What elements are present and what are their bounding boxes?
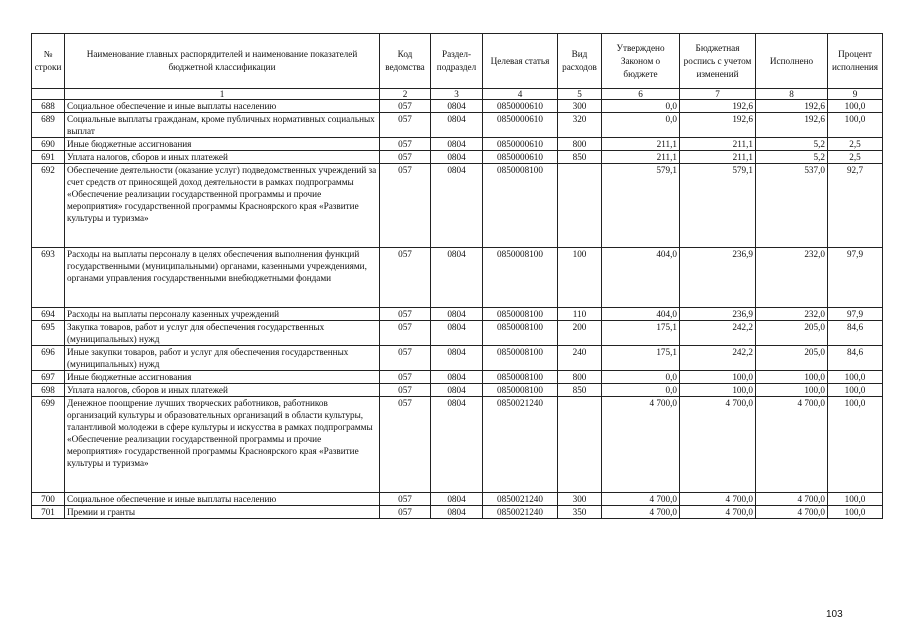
cell-row-number: 692	[32, 164, 65, 248]
cell-target-article: 0850021240	[483, 397, 558, 493]
cell-section: 0804	[431, 346, 483, 371]
column-number: 4	[483, 89, 558, 100]
cell-department-code: 057	[380, 493, 431, 506]
cell-executed: 205,0	[756, 321, 828, 346]
cell-row-number: 700	[32, 493, 65, 506]
cell-target-article: 0850008100	[483, 371, 558, 384]
cell-row-number: 698	[32, 384, 65, 397]
cell-approved: 0,0	[602, 113, 680, 138]
cell-name: Расходы на выплаты персоналу в целях обеспечения выполнения функций государственными (муниципальными) органами, казенными учреждениями, органами управления государственными внебюджетными фондами	[65, 248, 380, 308]
cell-expense-type: 240	[558, 346, 602, 371]
column-number: 9	[828, 89, 883, 100]
cell-section: 0804	[431, 371, 483, 384]
header-department-code: Код ведомства	[380, 34, 431, 89]
cell-section: 0804	[431, 397, 483, 493]
cell-executed: 4 700,0	[756, 506, 828, 519]
cell-department-code: 057	[380, 138, 431, 151]
cell-executed: 192,6	[756, 100, 828, 113]
cell-approved: 4 700,0	[602, 493, 680, 506]
cell-row-number: 699	[32, 397, 65, 493]
cell-row-number: 697	[32, 371, 65, 384]
column-number-row	[32, 89, 883, 100]
cell-budget-schedule: 192,6	[680, 113, 756, 138]
cell-department-code: 057	[380, 113, 431, 138]
cell-expense-type: 320	[558, 113, 602, 138]
cell-target-article: 0850008100	[483, 384, 558, 397]
cell-executed: 192,6	[756, 113, 828, 138]
cell-expense-type: 850	[558, 384, 602, 397]
header-section: Раздел-подраздел	[431, 34, 483, 89]
cell-percent: 97,9	[828, 308, 883, 321]
cell-percent: 2,5	[828, 138, 883, 151]
cell-percent: 100,0	[828, 371, 883, 384]
cell-name: Премии и гранты	[65, 506, 380, 519]
cell-percent: 100,0	[828, 100, 883, 113]
cell-percent: 100,0	[828, 493, 883, 506]
cell-approved: 211,1	[602, 151, 680, 164]
cell-approved: 4 700,0	[602, 506, 680, 519]
cell-budget-schedule: 211,1	[680, 151, 756, 164]
table-row	[32, 371, 883, 384]
cell-section: 0804	[431, 164, 483, 248]
cell-department-code: 057	[380, 506, 431, 519]
cell-name: Социальное обеспечение и иные выплаты населению	[65, 493, 380, 506]
header-percent: Процент исполнения	[828, 34, 883, 89]
cell-target-article: 0850021240	[483, 493, 558, 506]
cell-budget-schedule: 4 700,0	[680, 506, 756, 519]
cell-target-article: 0850000610	[483, 138, 558, 151]
cell-target-article: 0850000610	[483, 151, 558, 164]
cell-name: Расходы на выплаты персоналу казенных учреждений	[65, 308, 380, 321]
cell-expense-type	[558, 164, 602, 248]
cell-target-article: 0850008100	[483, 248, 558, 308]
cell-row-number: 693	[32, 248, 65, 308]
table-row	[32, 506, 883, 519]
cell-budget-schedule: 4 700,0	[680, 493, 756, 506]
cell-percent: 2,5	[828, 151, 883, 164]
cell-budget-schedule: 242,2	[680, 321, 756, 346]
cell-department-code: 057	[380, 384, 431, 397]
cell-department-code: 057	[380, 164, 431, 248]
cell-department-code: 057	[380, 346, 431, 371]
cell-budget-schedule: 100,0	[680, 371, 756, 384]
table-row	[32, 164, 883, 248]
cell-budget-schedule: 579,1	[680, 164, 756, 248]
cell-percent: 100,0	[828, 113, 883, 138]
column-number: 3	[431, 89, 483, 100]
cell-percent: 100,0	[828, 506, 883, 519]
table-row	[32, 248, 883, 308]
column-number: 5	[558, 89, 602, 100]
header-row-number: № строки	[32, 34, 65, 89]
cell-budget-schedule: 236,9	[680, 248, 756, 308]
cell-executed: 205,0	[756, 346, 828, 371]
table-row	[32, 151, 883, 164]
cell-name: Уплата налогов, сборов и иных платежей	[65, 151, 380, 164]
cell-section: 0804	[431, 138, 483, 151]
cell-approved: 0,0	[602, 371, 680, 384]
cell-approved: 404,0	[602, 248, 680, 308]
column-number: 8	[756, 89, 828, 100]
cell-expense-type: 100	[558, 248, 602, 308]
cell-name: Иные бюджетные ассигнования	[65, 371, 380, 384]
cell-name: Закупка товаров, работ и услуг для обеспечения государственных (муниципальных) нужд	[65, 321, 380, 346]
cell-target-article: 0850000610	[483, 100, 558, 113]
cell-approved: 0,0	[602, 100, 680, 113]
cell-target-article: 0850008100	[483, 321, 558, 346]
cell-section: 0804	[431, 151, 483, 164]
cell-row-number: 690	[32, 138, 65, 151]
column-number: 1	[65, 89, 380, 100]
cell-section: 0804	[431, 321, 483, 346]
cell-executed: 5,2	[756, 138, 828, 151]
cell-budget-schedule: 242,2	[680, 346, 756, 371]
cell-executed: 232,0	[756, 248, 828, 308]
cell-section: 0804	[431, 113, 483, 138]
cell-section: 0804	[431, 248, 483, 308]
cell-budget-schedule: 4 700,0	[680, 397, 756, 493]
cell-expense-type: 300	[558, 100, 602, 113]
cell-percent: 84,6	[828, 321, 883, 346]
cell-approved: 211,1	[602, 138, 680, 151]
table-row	[32, 346, 883, 371]
cell-department-code: 057	[380, 308, 431, 321]
column-number	[32, 89, 65, 100]
budget-execution-table	[31, 33, 883, 519]
cell-expense-type	[558, 397, 602, 493]
cell-expense-type: 350	[558, 506, 602, 519]
cell-target-article: 0850008100	[483, 346, 558, 371]
table-row	[32, 321, 883, 346]
table-row	[32, 138, 883, 151]
cell-approved: 175,1	[602, 346, 680, 371]
header-executed: Исполнено	[756, 34, 828, 89]
cell-name: Иные бюджетные ассигнования	[65, 138, 380, 151]
cell-budget-schedule: 211,1	[680, 138, 756, 151]
cell-approved: 404,0	[602, 308, 680, 321]
cell-percent: 97,9	[828, 248, 883, 308]
table-row	[32, 397, 883, 493]
cell-department-code: 057	[380, 371, 431, 384]
cell-name: Уплата налогов, сборов и иных платежей	[65, 384, 380, 397]
column-number: 2	[380, 89, 431, 100]
header-expense-type: Вид расходов	[558, 34, 602, 89]
table-row	[32, 384, 883, 397]
cell-name: Социальное обеспечение и иные выплаты населению	[65, 100, 380, 113]
cell-executed: 232,0	[756, 308, 828, 321]
table-row	[32, 113, 883, 138]
cell-executed: 537,0	[756, 164, 828, 248]
cell-section: 0804	[431, 506, 483, 519]
header-target-article: Целевая статья	[483, 34, 558, 89]
header-approved: Утверждено Законом о бюджете	[602, 34, 680, 89]
cell-target-article: 0850000610	[483, 113, 558, 138]
cell-target-article: 0850021240	[483, 506, 558, 519]
table-body	[32, 100, 883, 519]
cell-department-code: 057	[380, 397, 431, 493]
cell-executed: 4 700,0	[756, 397, 828, 493]
cell-department-code: 057	[380, 100, 431, 113]
cell-section: 0804	[431, 493, 483, 506]
cell-name: Иные закупки товаров, работ и услуг для обеспечения государственных (муниципальных) нужд	[65, 346, 380, 371]
column-number: 7	[680, 89, 756, 100]
cell-expense-type: 800	[558, 138, 602, 151]
cell-expense-type: 110	[558, 308, 602, 321]
cell-approved: 4 700,0	[602, 397, 680, 493]
cell-expense-type: 300	[558, 493, 602, 506]
column-number: 6	[602, 89, 680, 100]
cell-target-article: 0850008100	[483, 164, 558, 248]
cell-row-number: 701	[32, 506, 65, 519]
cell-section: 0804	[431, 384, 483, 397]
cell-expense-type: 200	[558, 321, 602, 346]
cell-expense-type: 850	[558, 151, 602, 164]
cell-executed: 5,2	[756, 151, 828, 164]
cell-executed: 100,0	[756, 384, 828, 397]
cell-row-number: 695	[32, 321, 65, 346]
cell-row-number: 689	[32, 113, 65, 138]
cell-expense-type: 800	[558, 371, 602, 384]
cell-budget-schedule: 100,0	[680, 384, 756, 397]
cell-target-article: 0850008100	[483, 308, 558, 321]
header-budget-schedule: Бюджетная роспись с учетом изменений	[680, 34, 756, 89]
table-row	[32, 493, 883, 506]
table-row	[32, 100, 883, 113]
cell-executed: 4 700,0	[756, 493, 828, 506]
page-number: 103	[826, 609, 843, 620]
cell-executed: 100,0	[756, 371, 828, 384]
cell-approved: 579,1	[602, 164, 680, 248]
cell-budget-schedule: 192,6	[680, 100, 756, 113]
cell-section: 0804	[431, 100, 483, 113]
header-row	[32, 34, 883, 89]
cell-percent: 92,7	[828, 164, 883, 248]
header-name: Наименование главных распорядителей и наименование показателей бюджетной классификации	[65, 34, 380, 89]
cell-budget-schedule: 236,9	[680, 308, 756, 321]
cell-department-code: 057	[380, 151, 431, 164]
cell-row-number: 691	[32, 151, 65, 164]
cell-row-number: 694	[32, 308, 65, 321]
cell-department-code: 057	[380, 321, 431, 346]
cell-percent: 100,0	[828, 384, 883, 397]
cell-approved: 175,1	[602, 321, 680, 346]
cell-department-code: 057	[380, 248, 431, 308]
cell-name: Денежное поощрение лучших творческих работников, работников организаций культуры и образовательных организаций в области культуры, талантливой молодежи в сфере культуры и искусства в рамках подпрограммы «Обеспечение реализации государственной программы и прочие мероприятия» государственной программы Красноярского края «Развитие культуры и туризма»	[65, 397, 380, 493]
cell-name: Обеспечение деятельности (оказание услуг) подведомственных учреждений за счет средств от приносящей доход деятельности в рамках подпрограммы «Обеспечение реализации государственной программы и прочие мероприятия» государственной программы Красноярского края «Развитие культуры и туризма»	[65, 164, 380, 248]
cell-percent: 84,6	[828, 346, 883, 371]
table-row	[32, 308, 883, 321]
cell-percent: 100,0	[828, 397, 883, 493]
cell-section: 0804	[431, 308, 483, 321]
cell-name: Социальные выплаты гражданам, кроме публичных нормативных социальных выплат	[65, 113, 380, 138]
cell-row-number: 696	[32, 346, 65, 371]
cell-row-number: 688	[32, 100, 65, 113]
cell-approved: 0,0	[602, 384, 680, 397]
